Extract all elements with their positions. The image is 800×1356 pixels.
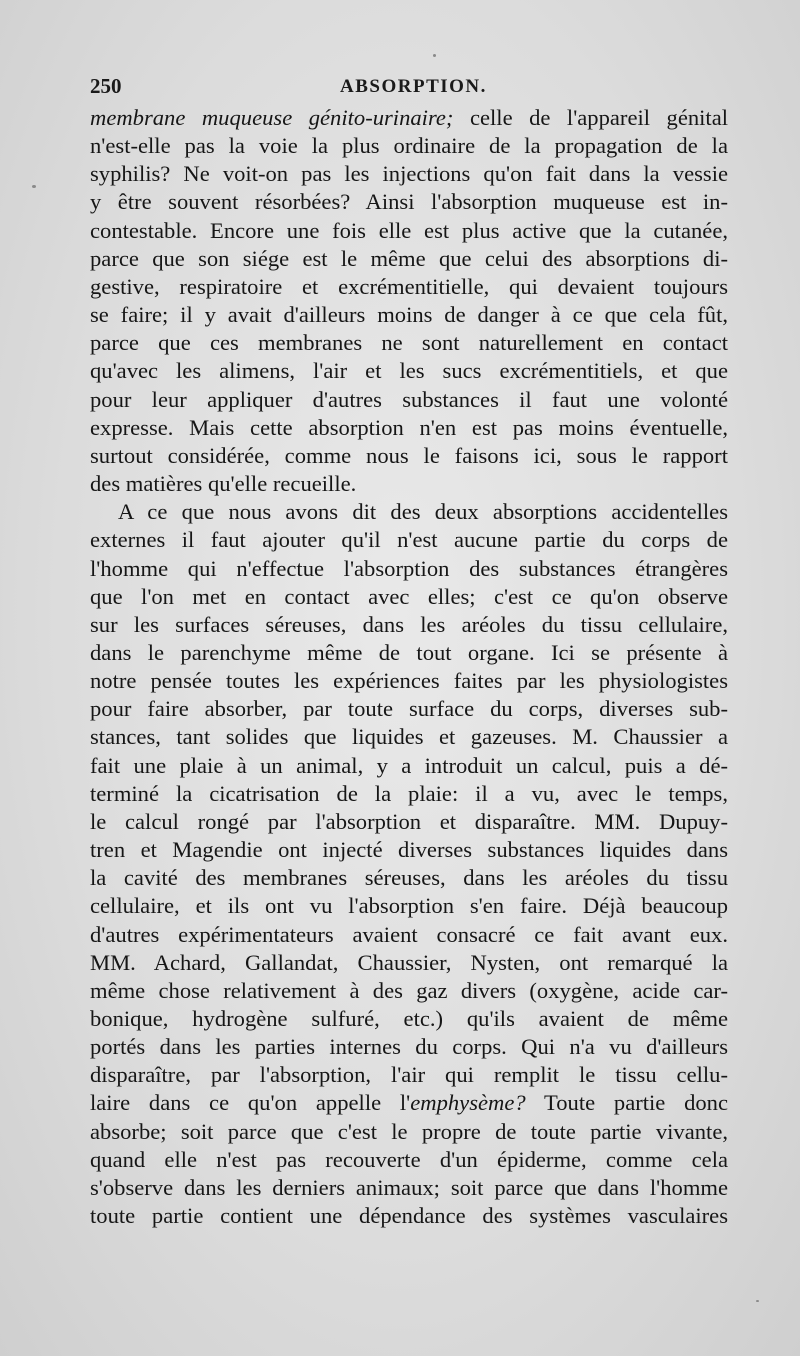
italic-text: emphysème? — [410, 1090, 526, 1116]
text-line — [90, 470, 728, 498]
text-line — [90, 273, 728, 301]
text-segment: absorbe; soit parce que c'est le propre de toute partie vivante, — [90, 1118, 728, 1144]
text-line — [90, 160, 728, 188]
text-segment: syphilis? Ne voit-on pas les injections qu'on fait dans la vessie — [90, 161, 728, 187]
text-segment: quand elle n'est pas recouverte d'un épiderme, comme cela — [90, 1146, 728, 1172]
text-segment: celle de l'appareil génital — [453, 105, 728, 130]
text-segment: cellulaire, et ils ont vu l'absorption s'en faire. Déjà beaucoup — [90, 893, 728, 919]
text-segment: sur les surfaces séreuses, dans les aréoles du tissu cellulaire, — [90, 611, 728, 637]
text-segment: gestive, respiratoire et excrémentitielle, qui devaient toujours — [90, 273, 728, 299]
text-segment: bonique, hydrogène sulfuré, etc.) qu'ils avaient de même — [90, 1006, 728, 1031]
text-segment: parce que son siége est le même que celui des absorptions di- — [90, 245, 728, 271]
text-line — [90, 1174, 728, 1202]
text-line — [90, 808, 728, 836]
text-segment: laire dans ce qu'on appelle l' — [90, 1090, 411, 1116]
text-segment: y être souvent résorbées? Ainsi l'absorption muqueuse est in- — [90, 189, 728, 215]
text-segment: même chose relativement à des gaz divers (oxygène, acide car- — [90, 977, 728, 1003]
text-segment: s'observe dans les derniers animaux; soit parce que dans l'homme — [90, 1174, 728, 1200]
text-line — [90, 695, 728, 723]
text-line — [90, 104, 728, 132]
text-line — [90, 1202, 728, 1230]
text-segment: que l'on met en contact avec elles; c'est ce qu'on observe — [90, 583, 728, 609]
text-segment: fait une plaie à un animal, y a introduit un calcul, puis a dé- — [90, 752, 728, 778]
text-line — [90, 329, 728, 357]
text-line — [90, 245, 728, 273]
page-number: 250 — [90, 74, 122, 98]
text-segment: des matières qu'elle recueille. — [90, 471, 357, 497]
text-segment: notre pensée toutes les expériences faites par les physiologistes — [90, 668, 728, 694]
text-line — [90, 1033, 728, 1061]
text-line — [90, 1146, 728, 1174]
text-line — [90, 301, 728, 329]
text-segment: terminé la cicatrisation de la plaie: il a vu, avec le temps, — [90, 780, 728, 806]
text-segment: contestable. Encore une fois elle est plus active que la cutanée, — [90, 217, 728, 243]
text-line — [90, 921, 728, 949]
italic-text: membrane muqueuse génito-urinaire; — [90, 105, 454, 130]
text-line — [90, 639, 728, 667]
page-header — [90, 74, 730, 104]
text-line — [90, 1005, 728, 1033]
paper-speck — [433, 54, 436, 57]
text-line — [90, 1061, 728, 1089]
text-segment: la cavité des membranes séreuses, dans les aréoles du tissu — [90, 865, 728, 891]
text-line — [90, 780, 728, 808]
text-line — [90, 386, 728, 414]
text-segment: MM. Achard, Gallandat, Chaussier, Nysten, ont remarqué la — [90, 949, 728, 975]
text-line — [90, 526, 728, 554]
text-segment: qu'avec les alimens, l'air et les sucs excrémentitiels, et que — [90, 358, 728, 384]
text-segment: externes il faut ajouter qu'il n'est aucune partie du corps de — [90, 527, 728, 553]
text-segment: pour faire absorber, par toute surface du corps, diverses sub- — [90, 696, 728, 722]
text-line — [90, 611, 728, 639]
text-line — [90, 949, 728, 977]
text-segment: pour leur appliquer d'autres substances il faut une volonté — [90, 386, 728, 412]
paper-speck — [756, 1300, 759, 1302]
paper-speck — [32, 185, 36, 188]
text-segment: se faire; il y avait d'ailleurs moins de danger à ce que cela fût, — [90, 302, 728, 328]
text-line — [90, 667, 728, 695]
text-segment: l'homme qui n'effectue l'absorption des substances étrangères — [90, 555, 728, 581]
body-text — [90, 104, 728, 1230]
text-line — [90, 414, 728, 442]
text-line — [90, 752, 728, 780]
running-head: ABSORPTION. — [340, 76, 487, 97]
text-line — [90, 864, 728, 892]
text-segment: disparaître, par l'absorption, l'air qui remplit le tissu cellu- — [90, 1062, 728, 1088]
text-line — [90, 583, 728, 611]
text-line — [90, 1118, 728, 1146]
text-segment: expresse. Mais cette absorption n'en est pas moins éventuelle, — [90, 414, 728, 440]
text-segment: toute partie contient une dépendance des systèmes vasculaires — [90, 1203, 728, 1229]
text-line — [90, 723, 728, 751]
text-line — [90, 217, 728, 245]
text-segment: dans le parenchyme même de tout organe. Ici se présente à — [90, 639, 728, 665]
text-line — [90, 836, 728, 864]
text-segment: parce que ces membranes ne sont naturellement en contact — [90, 330, 728, 356]
text-segment: A ce que nous avons dit des deux absorptions accidentelles — [118, 499, 728, 525]
text-line — [90, 357, 728, 385]
text-line — [90, 1089, 728, 1117]
text-segment: portés dans les parties internes du corps. Qui n'a vu d'ailleurs — [90, 1034, 728, 1060]
text-line — [90, 132, 728, 160]
text-segment: stances, tant solides que liquides et gazeuses. M. Chaussier a — [90, 724, 728, 750]
text-segment: surtout considérée, comme nous le faisons ici, sous le rapport — [90, 442, 728, 468]
text-line — [90, 892, 728, 920]
text-segment: d'autres expérimentateurs avaient consacré ce fait avant eux. — [90, 921, 728, 947]
text-segment: tren et Magendie ont injecté diverses substances liquides dans — [90, 837, 728, 863]
text-line — [90, 498, 728, 526]
text-line — [90, 977, 728, 1005]
text-segment: n'est-elle pas la voie la plus ordinaire de la propagation de la — [90, 133, 728, 159]
text-segment: Toute partie donc — [525, 1090, 729, 1116]
text-line — [90, 555, 728, 583]
text-segment: le calcul rongé par l'absorption et disparaître. MM. Dupuy- — [90, 808, 728, 834]
text-line — [90, 188, 728, 216]
text-line — [90, 442, 728, 470]
